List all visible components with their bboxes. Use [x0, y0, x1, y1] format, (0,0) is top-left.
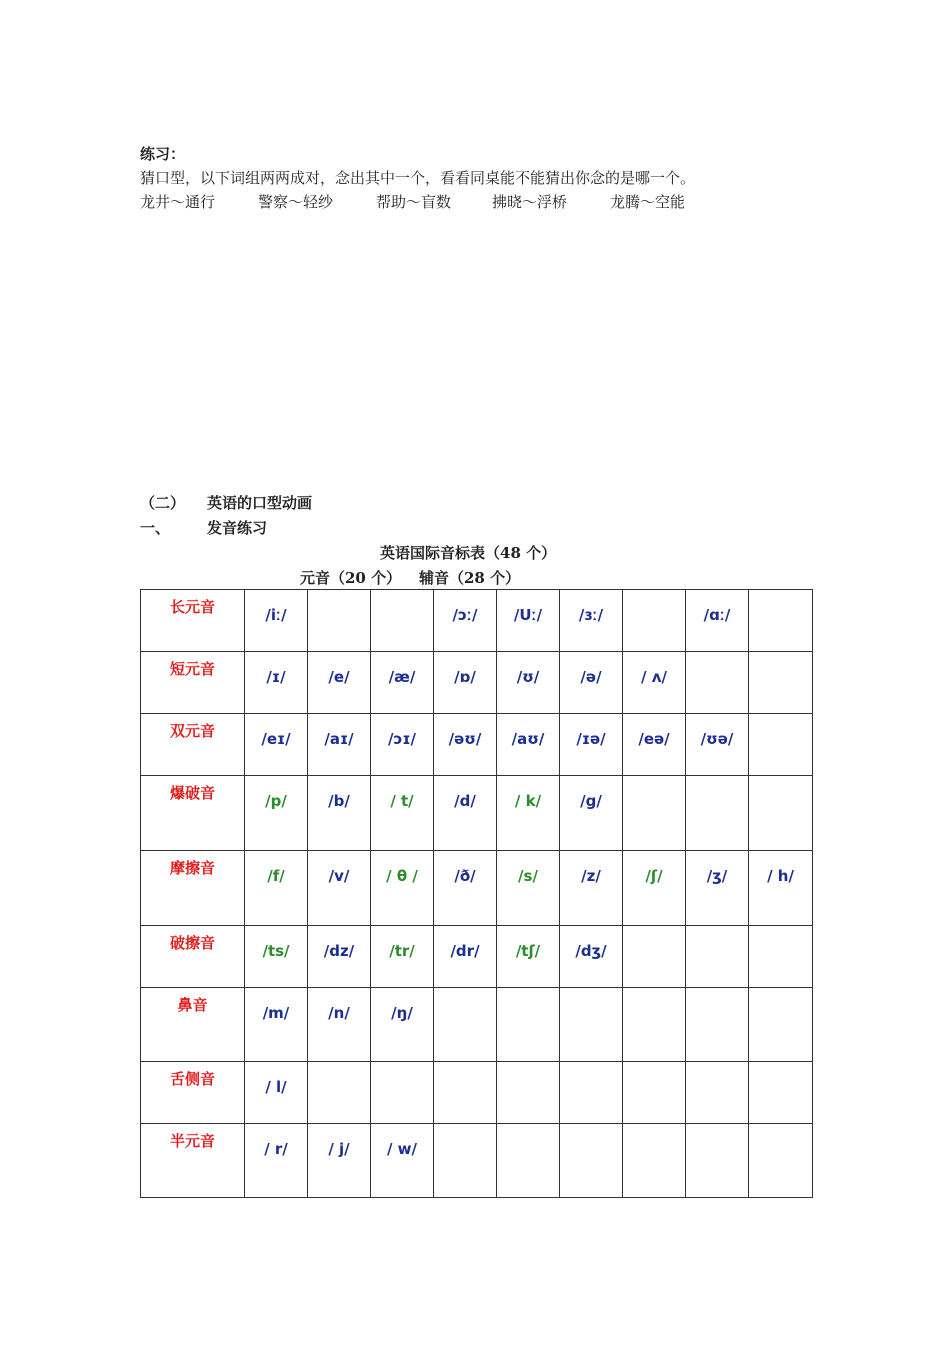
category-label: 鼻音: [141, 988, 245, 1062]
subsection-number: 一、: [140, 519, 171, 537]
empty-cell: [749, 776, 813, 851]
phonetic-symbol: /tʃ/: [497, 926, 560, 988]
empty-cell: [560, 1062, 623, 1124]
empty-cell: [623, 1124, 686, 1198]
phonetic-symbol: /ɜː/: [560, 590, 623, 652]
table-row: [141, 988, 813, 1062]
phonetic-symbol: /ʃ/: [623, 851, 686, 926]
empty-cell: [686, 988, 749, 1062]
empty-cell: [371, 1062, 434, 1124]
exercise-instruction: 猜口型，以下词组两两成对，念出其中一个，看看同桌能不能猜出你念的是哪一个。: [140, 169, 696, 187]
phonetic-symbol: /dr/: [434, 926, 497, 988]
phonetic-symbol: /z/: [560, 851, 623, 926]
empty-cell: [560, 1124, 623, 1198]
empty-cell: [623, 776, 686, 851]
phonetic-symbol: /dz/: [308, 926, 371, 988]
word-pairs: [140, 191, 685, 212]
phonetic-symbol: /b/: [308, 776, 371, 851]
category-label: 半元音: [141, 1124, 245, 1198]
phonetic-symbol: /ɪ/: [245, 652, 308, 714]
phonetic-symbol: /ɒ/: [434, 652, 497, 714]
word-pair: 龙腾～空能: [610, 193, 686, 211]
empty-cell: [686, 776, 749, 851]
phonetic-symbol: /aɪ/: [308, 714, 371, 776]
phonetic-symbol: / ʌ/: [623, 652, 686, 714]
empty-cell: [497, 1124, 560, 1198]
word-pair: 龙井～通行: [140, 193, 216, 211]
word-pair: 帮助～盲数: [376, 193, 452, 211]
phonetic-symbol: / j/: [308, 1124, 371, 1198]
empty-cell: [497, 1062, 560, 1124]
phonetic-symbol: /ɑː/: [686, 590, 749, 652]
phonetic-symbol: /v/: [308, 851, 371, 926]
section-number: （二）: [140, 494, 186, 512]
phonetic-symbol: / r/: [245, 1124, 308, 1198]
phonetic-symbol: /tr/: [371, 926, 434, 988]
phonetic-symbol: /ʒ/: [686, 851, 749, 926]
empty-cell: [749, 1124, 813, 1198]
empty-cell: [497, 988, 560, 1062]
phonetic-symbol: /p/: [245, 776, 308, 851]
empty-cell: [623, 926, 686, 988]
phonetic-symbol: /ɪə/: [560, 714, 623, 776]
empty-cell: [749, 652, 813, 714]
empty-cell: [749, 1062, 813, 1124]
category-label: 爆破音: [141, 776, 245, 851]
phonetic-symbol: / h/: [749, 851, 813, 926]
phonetic-symbol: /f/: [245, 851, 308, 926]
empty-cell: [686, 926, 749, 988]
empty-cell: [560, 988, 623, 1062]
phonetic-symbol: /ə/: [560, 652, 623, 714]
table-row: [141, 851, 813, 926]
phonetic-symbol: /eə/: [623, 714, 686, 776]
phonetic-symbol: /Uː/: [497, 590, 560, 652]
phonetic-symbol: /ʊə/: [686, 714, 749, 776]
phonetic-symbol: / θ /: [371, 851, 434, 926]
table-row: [141, 1062, 813, 1124]
table-row: [141, 714, 813, 776]
phonetic-symbol: /ŋ/: [371, 988, 434, 1062]
empty-cell: [371, 590, 434, 652]
empty-cell: [308, 1062, 371, 1124]
empty-cell: [749, 714, 813, 776]
phonetic-symbol: /æ/: [371, 652, 434, 714]
phonetic-symbol: /e/: [308, 652, 371, 714]
word-pair: 警察～轻纱: [258, 193, 334, 211]
empty-cell: [434, 988, 497, 1062]
phonetic-symbol: /d/: [434, 776, 497, 851]
phonetic-symbol: / l/: [245, 1062, 308, 1124]
phonetic-symbol: /əʊ/: [434, 714, 497, 776]
phonetic-symbol: /ð/: [434, 851, 497, 926]
empty-cell: [686, 1124, 749, 1198]
empty-cell: [434, 1124, 497, 1198]
category-label: 短元音: [141, 652, 245, 714]
phonetic-symbol: /ʊ/: [497, 652, 560, 714]
phonetic-symbol: /ɔɪ/: [371, 714, 434, 776]
phonetic-symbol: /dʒ/: [560, 926, 623, 988]
table-row: [141, 1124, 813, 1198]
empty-cell: [623, 590, 686, 652]
empty-cell: [749, 590, 813, 652]
table-row: [141, 776, 813, 851]
empty-cell: [434, 1062, 497, 1124]
section-title: 英语的口型动画: [207, 494, 313, 512]
phonetic-symbol: /ɔː/: [434, 590, 497, 652]
category-label: 双元音: [141, 714, 245, 776]
subsection-title: 发音练习: [207, 519, 268, 537]
table-subtitle-consonants: 辅音（28 个）: [419, 569, 521, 587]
empty-cell: [749, 988, 813, 1062]
phonetic-symbol: / w/: [371, 1124, 434, 1198]
exercise-heading: 练习：: [140, 145, 186, 163]
category-label: 破擦音: [141, 926, 245, 988]
empty-cell: [686, 1062, 749, 1124]
ipa-table: [140, 589, 813, 1198]
table-row: [141, 926, 813, 988]
phonetic-symbol: /ts/: [245, 926, 308, 988]
phonetic-symbol: /n/: [308, 988, 371, 1062]
phonetic-symbol: /m/: [245, 988, 308, 1062]
empty-cell: [749, 926, 813, 988]
category-label: 长元音: [141, 590, 245, 652]
phonetic-symbol: /aʊ/: [497, 714, 560, 776]
empty-cell: [623, 988, 686, 1062]
phonetic-symbol: / k/: [497, 776, 560, 851]
phonetic-symbol: /s/: [497, 851, 560, 926]
phonetic-symbol: /iː/: [245, 590, 308, 652]
category-label: 舌侧音: [141, 1062, 245, 1124]
empty-cell: [308, 590, 371, 652]
phonetic-symbol: /g/: [560, 776, 623, 851]
empty-cell: [686, 652, 749, 714]
table-row: [141, 652, 813, 714]
empty-cell: [623, 1062, 686, 1124]
table-subtitle-vowels: 元音（20 个）: [300, 569, 402, 587]
table-title: 英语国际音标表（48 个）: [380, 544, 557, 562]
phonetic-symbol: /eɪ/: [245, 714, 308, 776]
table-row: [141, 590, 813, 652]
phonetic-symbol: / t/: [371, 776, 434, 851]
word-pair: 拂晓～浮桥: [492, 193, 568, 211]
category-label: 摩擦音: [141, 851, 245, 926]
